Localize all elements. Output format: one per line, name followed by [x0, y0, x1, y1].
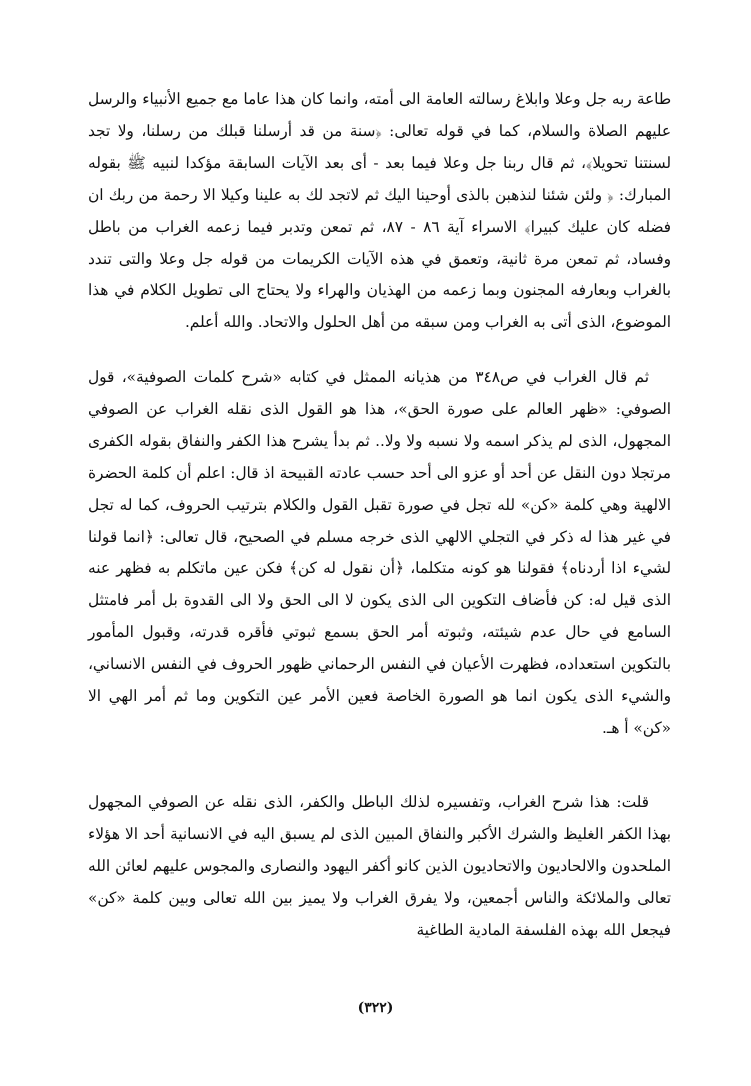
body-paragraph-1: [88, 84, 671, 339]
body-paragraph-2: [88, 362, 671, 745]
paragraph-text-2: ثم قال الغراب في ص٣٤٨ من هذيانه الممثل في كتابه «شرح كلمات الصوفية»، قول الصوفي: «ظهر العالم على صورة الحق»، هذا هو القول الذى نقله الغراب عن الصوفي المجهول، الذى لم يذكر اسمه ولا نسبه ولا ولا.. ثم بدأ يشرح هذا الكفر والنفاق بقوله الكفرى مرتجلا دون النقل عن أحد أو عزو الى أحد حسب عادته القبيحة اذ قال: اعلم أن كلمة الحضرة الالهية وهي كلمة «كن» لله تجل في صورة تقبل القول والكلام بترتيب الحروف، كما له تجل في غير هذا له ذكر في التجلي الالهي الذى خرجه مسلم في الصحيح، قال تعالى: ﴿انما قولنا لشيء اذا أردناه﴾ فقولنا هو كونه متكلما، ﴿أن نقول له كن﴾ فكن عين ماتكلم به فظهر عنه الذى قيل له: كن فأضاف التكوين الى الذى يكون لا الى الحق ولا الى القدوة بل أمر فامتثل السامع في حال عدم شيئته، وثبوته أمر الحق بسمع ثبوتي فأقره قدرته، وقبول المأمور بالتكوين استعداده، فظهرت الأعيان في النفس الرحماني ظهور الحروف في النفس الانساني، والشيء الذى يكون انما هو الصورة الخاصة فعين الأمر عين التكوين وما ثم أمر الهي الا «كن» أ هـ.: [88, 368, 671, 737]
body-paragraph-3: [88, 787, 671, 947]
paragraph-text-3: قلت: هذا شرح الغراب، وتفسيره لذلك الباطل والكفر، الذى نقله عن الصوفي المجهول بهذا الكفر الغليظ والشرك الأكبر والنفاق المبين الذى لم يسبق اليه في الانسانية أحد الا هؤلاء الملحدون والالحاديون والاتحاديون الذين كانو أكفر اليهود والنصارى والمجوس عليهم لعائن الله تعالى والملائكة والناس أجمعين، ولا يفرق الغراب ولا يميز بين الله تعالى وبين كلمة «كن» فيجعل الله بهذه الفلسفة المادية الطاغية: [88, 793, 671, 939]
paragraph-text-1: طاعة ربه جل وعلا وابلاغ رسالته العامة الى أمته، وانما كان هذا عاما مع جميع الأنبياء والرسل عليهم الصلاة والسلام، كما في قوله تعالى: ﴿سنة من قد أرسلنا قبلك من رسلنا، ولا تجد لسنتنا تحويلا﴾، ثم قال ربنا جل وعلا فيما بعد - أى بعد الآيات السابقة مؤكدا لنبيه ﷺ بقوله المبارك: ﴿ ولئن شئنا لنذهبن بالذى أوحينا اليك ثم لاتجد لك به علينا وكيلا الا رحمة من ربك ان فضله كان عليك كبيرا﴾ الاسراء آية ٨٦ - ٨٧، ثم تمعن وتدبر فيما زعمه الغراب من باطل وفساد، ثم تمعن مرة ثانية، وتعمق في هذه الآيات الكريمات من قوله جل وعلا والتى تندد بالغراب وبعارفه المجنون وبما زعمه من الهذيان والهراء ولا يحتاج الى تطويل الكلام في هذا الموضوع، الذى أتى به الغراب ومن سبقه من أهل الحلول والاتحاد. والله أعلم.: [88, 90, 671, 332]
page-number: (٣٢٢): [357, 1000, 394, 1016]
